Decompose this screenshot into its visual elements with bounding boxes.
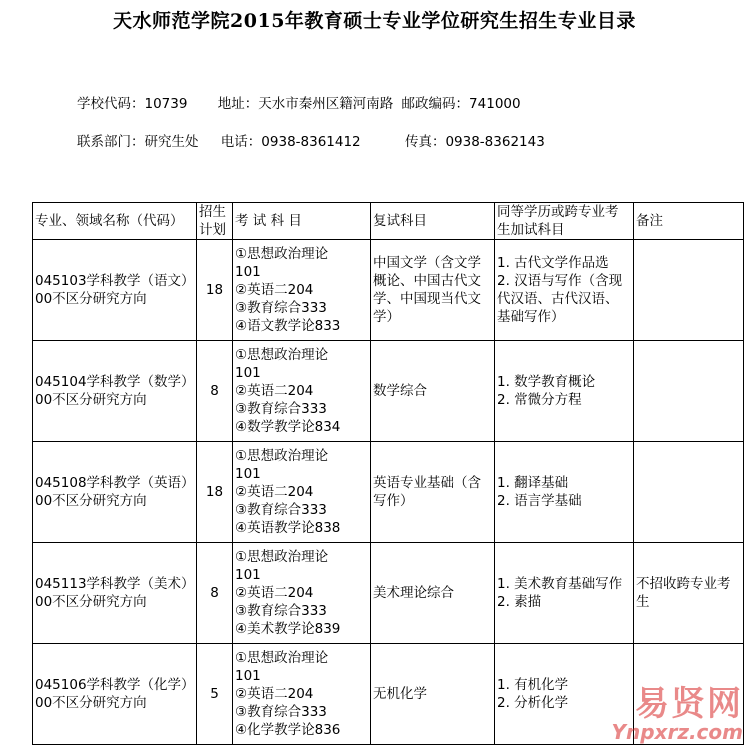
table-row xyxy=(33,644,744,745)
extra-subject: 1. 有机化学 xyxy=(497,677,569,693)
plan-cell: 5 xyxy=(197,644,233,745)
extra-subject: 1. 古代文学作品选 xyxy=(497,255,609,271)
watermark-url: Ynpxrz.com xyxy=(611,720,743,744)
table-row xyxy=(33,543,744,644)
major-name: 045106学科教学（化学） xyxy=(35,677,195,693)
retest-cell: 无机化学 xyxy=(371,644,495,745)
major-catalog-table xyxy=(32,202,744,745)
exam-subject: 101 xyxy=(235,365,261,381)
exam-subject: ①思想政治理论 xyxy=(235,650,329,666)
phone-value: 0938-8361412 xyxy=(261,134,361,150)
major-name: 045104学科教学（数学） xyxy=(35,374,195,390)
major-cell xyxy=(33,240,197,341)
table-row xyxy=(33,442,744,543)
header-exam: 考 试 科 目 xyxy=(233,203,371,240)
info-row-school xyxy=(77,92,521,112)
exam-subject: ④语文教学论833 xyxy=(235,318,341,334)
extra-cell xyxy=(495,240,634,341)
school-code-label: 学校代码： xyxy=(77,96,145,112)
extra-subject: 2. 常微分方程 xyxy=(497,392,582,408)
exam-subject: ②英语二204 xyxy=(235,383,314,399)
header-extra: 同等学历或跨专业考生加试科目 xyxy=(495,203,634,240)
exam-cell xyxy=(233,543,371,644)
exam-subject: ④数学教学论834 xyxy=(235,419,341,435)
note-cell xyxy=(634,644,744,745)
extra-subject: 1. 数学教育概论 xyxy=(497,374,596,390)
extra-subject: 1. 美术教育基础写作 xyxy=(497,576,623,592)
research-direction: 00不区分研究方向 xyxy=(35,695,147,711)
header-retest: 复试科目 xyxy=(371,203,495,240)
exam-subject: ④美术教学论839 xyxy=(235,621,341,637)
exam-subject: 101 xyxy=(235,466,261,482)
phone-label: 电话： xyxy=(220,134,262,150)
plan-cell: 18 xyxy=(197,442,233,543)
exam-subject: ②英语二204 xyxy=(235,585,314,601)
exam-subject: ③教育综合333 xyxy=(235,401,327,417)
exam-subject: 101 xyxy=(235,264,261,280)
major-cell xyxy=(33,341,197,442)
address-value: 天水市秦州区籍河南路 xyxy=(258,96,394,112)
retest-cell: 数学综合 xyxy=(371,341,495,442)
exam-subject: ①思想政治理论 xyxy=(235,448,329,464)
exam-subject: 101 xyxy=(235,567,261,583)
research-direction: 00不区分研究方向 xyxy=(35,594,147,610)
watermark-text: 易贤网 xyxy=(635,684,743,724)
extra-cell xyxy=(495,644,634,745)
dept-value: 研究生处 xyxy=(144,134,199,150)
note-cell xyxy=(634,240,744,341)
address-label: 地址： xyxy=(217,96,259,112)
exam-subject: ①思想政治理论 xyxy=(235,246,329,262)
postcode-value: 741000 xyxy=(469,96,521,112)
research-direction: 00不区分研究方向 xyxy=(35,493,147,509)
extra-subject: 1. 翻译基础 xyxy=(497,475,569,491)
exam-subject: ②英语二204 xyxy=(235,282,314,298)
extra-subject: 2. 分析化学 xyxy=(497,695,569,711)
exam-subject: ③教育综合333 xyxy=(235,603,327,619)
exam-subject: ④英语教学论838 xyxy=(235,520,341,536)
table-header-row xyxy=(33,203,744,240)
plan-cell: 8 xyxy=(197,341,233,442)
major-cell xyxy=(33,644,197,745)
school-code-value: 10739 xyxy=(144,96,188,112)
exam-subject: ①思想政治理论 xyxy=(235,549,329,565)
extra-cell xyxy=(495,341,634,442)
major-name: 045113学科教学（美术） xyxy=(35,576,195,592)
table-row xyxy=(33,240,744,341)
exam-subject: ②英语二204 xyxy=(235,484,314,500)
exam-subject: ③教育综合333 xyxy=(235,704,327,720)
extra-subject: 2. 汉语与写作（含现代汉语、古代汉语、基础写作） xyxy=(497,273,623,325)
note-cell: 不招收跨专业考生 xyxy=(634,543,744,644)
page-title: 天水师范学院2015年教育硕士专业学位研究生招生专业目录 xyxy=(113,10,636,32)
exam-subject: ③教育综合333 xyxy=(235,502,327,518)
exam-subject: 101 xyxy=(235,668,261,684)
header-note: 备注 xyxy=(634,203,744,240)
table-row xyxy=(33,341,744,442)
dept-label: 联系部门： xyxy=(77,134,145,150)
note-cell xyxy=(634,341,744,442)
exam-cell xyxy=(233,240,371,341)
header-major: 专业、领域名称（代码） xyxy=(33,203,197,240)
fax-label: 传真： xyxy=(404,134,446,150)
major-name: 045103学科教学（语文） xyxy=(35,273,195,289)
extra-subject: 2. 语言学基础 xyxy=(497,493,582,509)
postcode-label: 邮政编码： xyxy=(401,96,470,112)
major-cell xyxy=(33,442,197,543)
exam-subject: ④化学教学论836 xyxy=(235,722,341,738)
retest-cell: 英语专业基础（含写作） xyxy=(371,442,495,543)
exam-subject: ②英语二204 xyxy=(235,686,314,702)
plan-cell: 8 xyxy=(197,543,233,644)
header-plan: 招生计划 xyxy=(197,203,233,240)
retest-cell: 美术理论综合 xyxy=(371,543,495,644)
info-row-contact xyxy=(77,130,545,150)
fax-value: 0938-8362143 xyxy=(445,134,545,150)
exam-cell xyxy=(233,644,371,745)
research-direction: 00不区分研究方向 xyxy=(35,392,147,408)
extra-cell xyxy=(495,543,634,644)
retest-cell: 中国文学（含文学概论、中国古代文学、中国现当代文学） xyxy=(371,240,495,341)
major-name: 045108学科教学（英语） xyxy=(35,475,195,491)
exam-subject: ①思想政治理论 xyxy=(235,347,329,363)
research-direction: 00不区分研究方向 xyxy=(35,291,147,307)
exam-cell xyxy=(233,341,371,442)
note-cell xyxy=(634,442,744,543)
extra-cell xyxy=(495,442,634,543)
exam-cell xyxy=(233,442,371,543)
exam-subject: ③教育综合333 xyxy=(235,300,327,316)
plan-cell: 18 xyxy=(197,240,233,341)
major-cell xyxy=(33,543,197,644)
extra-subject: 2. 素描 xyxy=(497,594,542,610)
